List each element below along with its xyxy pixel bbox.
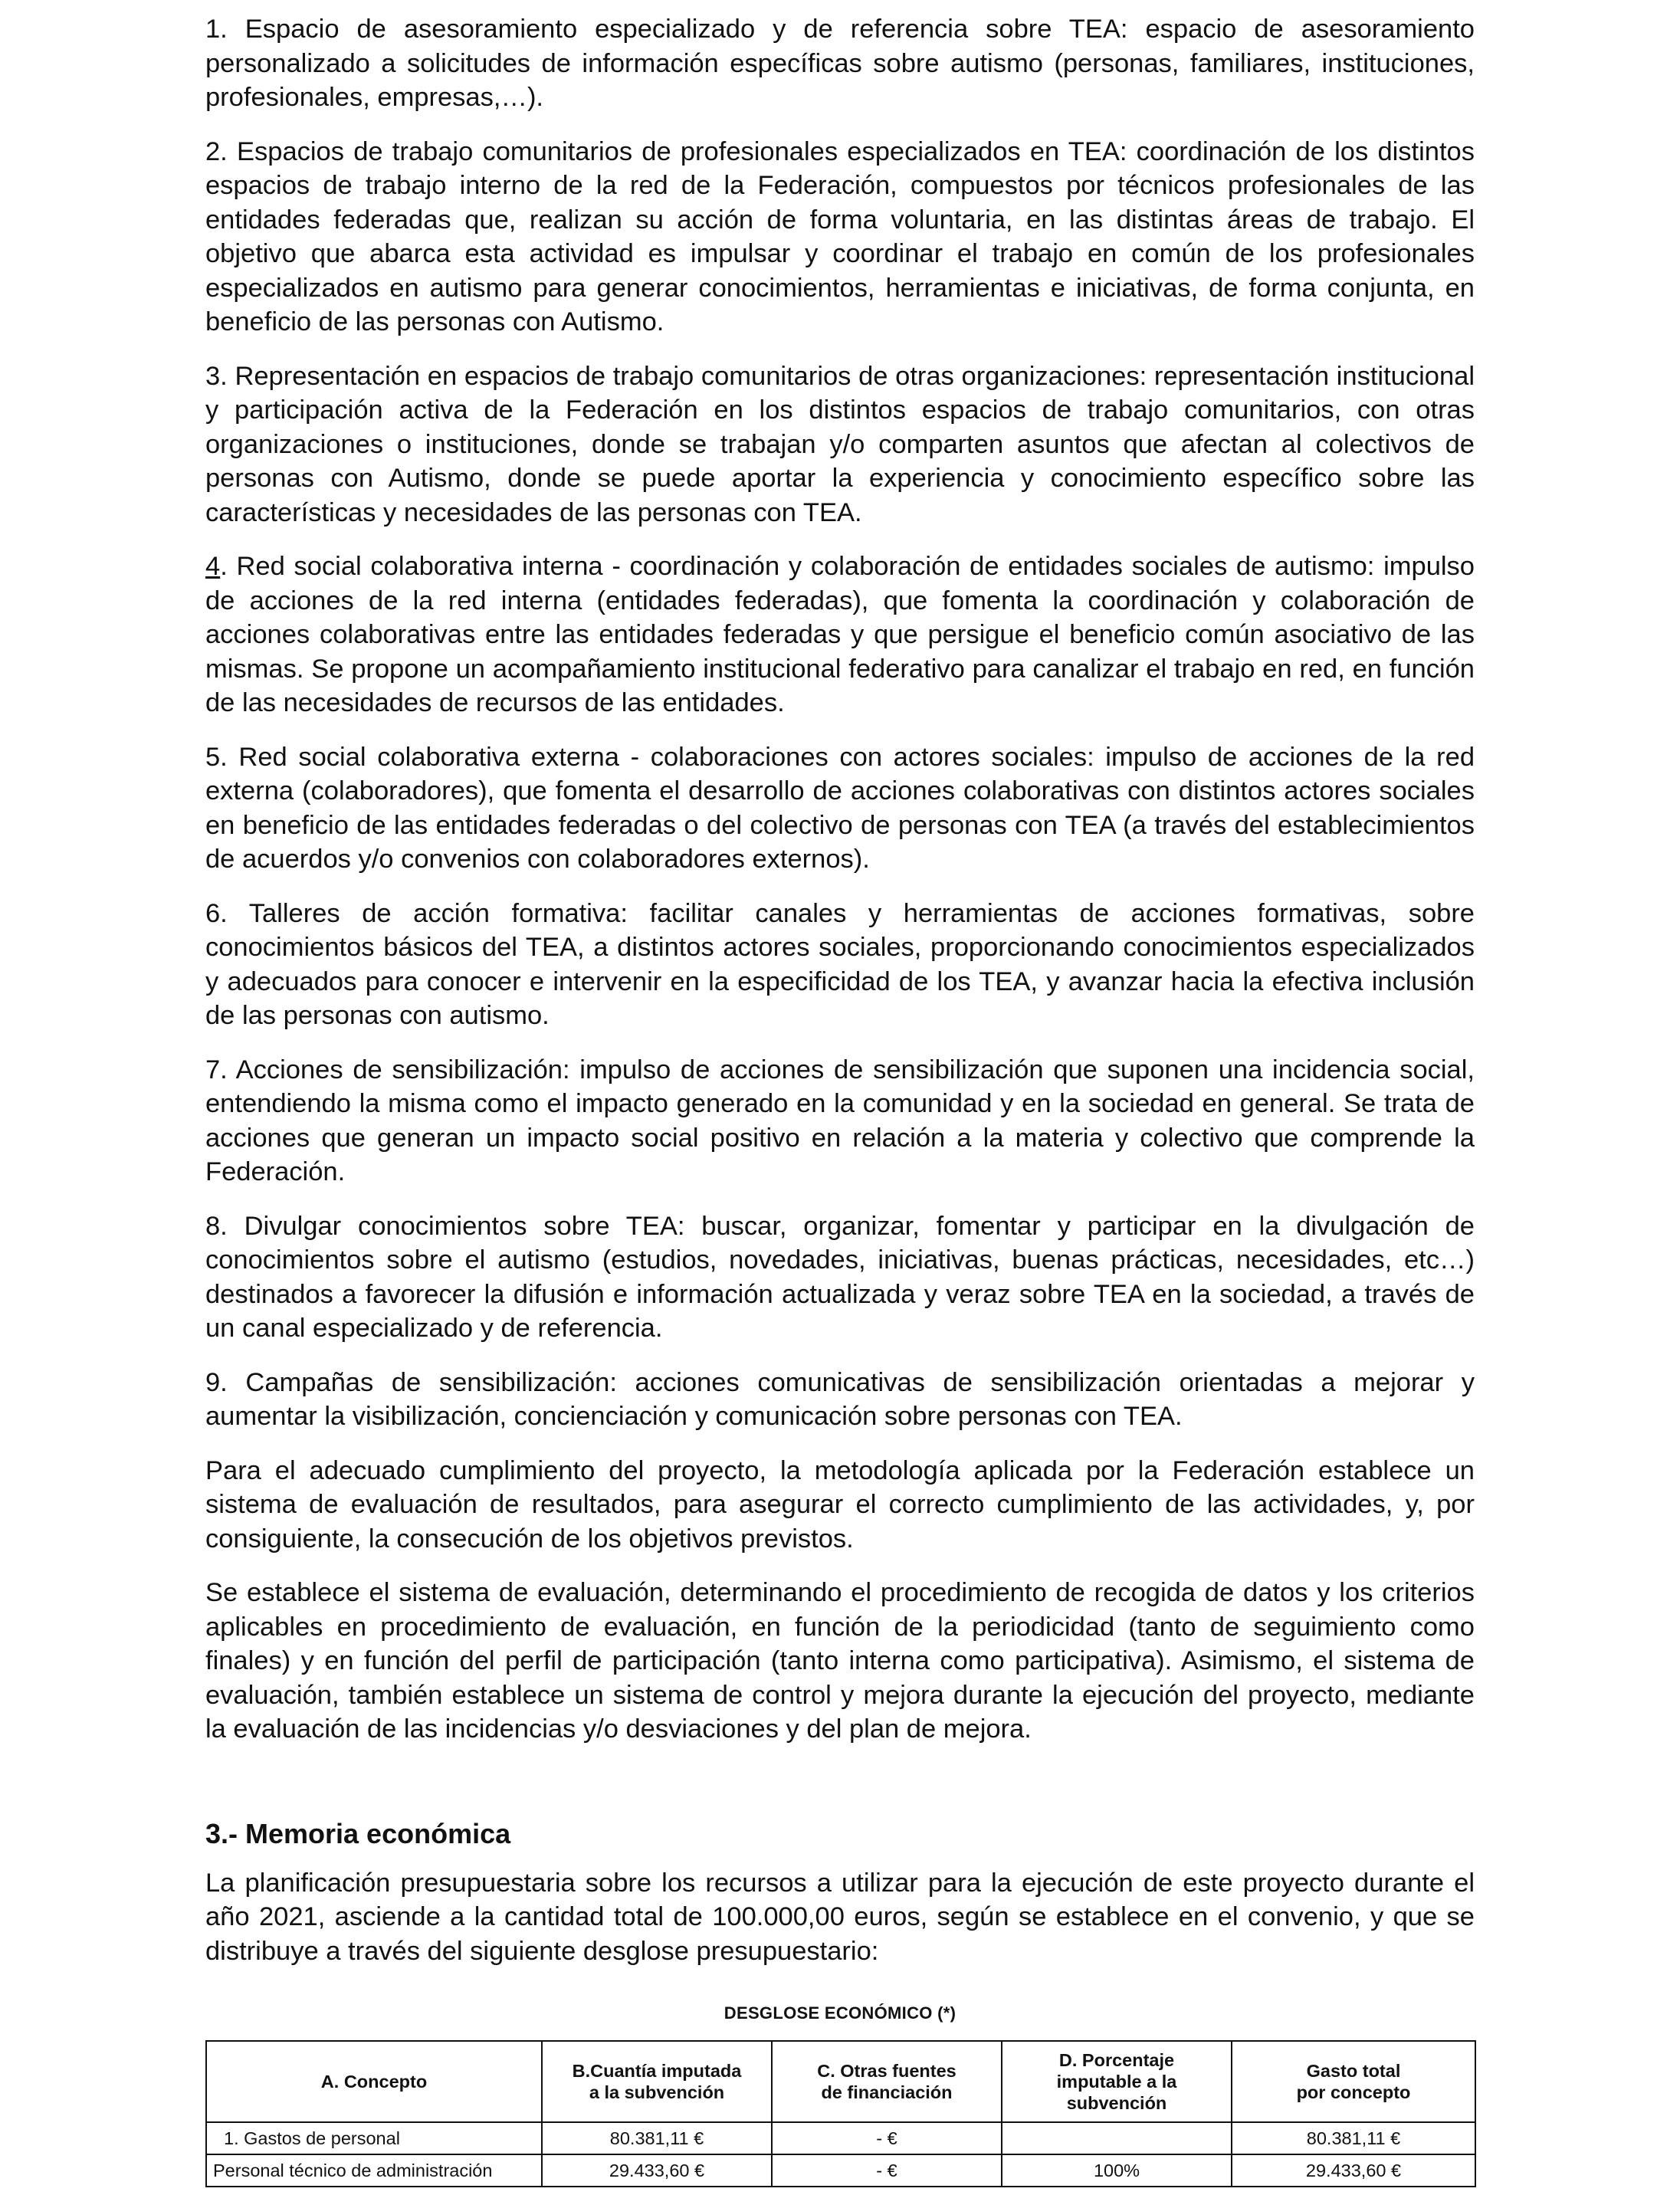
table-row [206, 2154, 1475, 2187]
cell-total: 80.381,11 € [1232, 2122, 1475, 2154]
header-other-sources: C. Otras fuentes de financiación [772, 2041, 1002, 2122]
header-subsidy: B.Cuantía imputada a la subvención [542, 2041, 772, 2122]
cell-subsidy: 29.433,60 € [542, 2154, 772, 2187]
paragraph-methodology: Para el adecuado cumplimiento del proyecto, la metodología aplicada por la Federación establece un sistema de evaluación de resultados, para asegurar el correcto cumplimiento de las actividades, y, por consiguiente, la consecución de los objetivos previstos. [205, 1455, 1475, 1554]
paragraph-activity-9: 9. Campañas de sensibilización: acciones comunicativas de sensibilización orientadas a mejorar y aumentar la visibilización, concienciación y comunicación sobre personas con TEA. [205, 1367, 1475, 1431]
paragraph-activity-5: 5. Red social colaborativa externa - colaboraciones con actores sociales: impulso de acciones de la red externa (colaboradores), que fomenta el desarrollo de acciones colaborativas con distintos actores sociales en beneficio de las entidades federadas o del colectivo de personas con TEA (a través del establecimientos de acuerdos y/o convenios con colaboradores externos). [205, 742, 1475, 874]
paragraph-evaluation: Se establece el sistema de evaluación, determinando el procedimiento de recogida de datos y los criterios aplicables en procedimiento de evaluación, en función de la periodicidad (tanto de seguimiento como finales) y en función del perfil de participación (tanto interna como participativa). Asimismo, el sistema de evaluación, también establece un sistema de control y mejora durante la ejecución del proyecto, mediante la evaluación de las incidencias y/o desviaciones y del plan de mejora. [205, 1578, 1475, 1744]
list-number: 7. [205, 1055, 228, 1084]
list-number: 9. [205, 1367, 228, 1397]
list-number: 5. [205, 742, 228, 772]
list-number: 4 [205, 552, 221, 581]
header-percent: D. Porcentaje imputable a la subvención [1002, 2041, 1232, 2122]
paragraph-activity-8: 8. Divulgar conocimientos sobre TEA: buscar, organizar, fomentar y participar en la divulgación de conocimientos sobre el autismo (estudios, novedades, iniciativas, buenas prácticas, necesidades, etc…) destinados a favorecer la difusión e información actualizada y veraz sobre TEA en la sociedad, a través de un canal especializado y de referencia. [205, 1211, 1475, 1343]
paragraph-activity-6: 6. Talleres de acción formativa: facilitar canales y herramientas de acciones formativas, sobre conocimientos básicos del TEA, a distintos actores sociales, proporcionando conocimientos especializados y adecuados para conocer e intervenir en la especificidad de los TEA, y avanzar hacia la efectiva inclusión de las personas con autismo. [205, 898, 1475, 1030]
budget-table [205, 2040, 1476, 2187]
cell-percent [1002, 2122, 1232, 2154]
paragraph-activity-3: 3. Representación en espacios de trabajo comunitarios de otras organizaciones: representación institucional y participación activa de la Federación en los distintos espacios de trabajo comunitarios, con otras organizaciones o instituciones, donde se trabajan y/o comparten asuntos que afectan al colectivos de personas con Autismo, donde se puede aportar la experiencia y conocimiento específico sobre las características y necesidades de las personas con TEA. [205, 361, 1475, 527]
cell-concept: Personal técnico de administración [206, 2154, 542, 2187]
document-page [205, 12, 1475, 2187]
cell-other: - € [772, 2154, 1002, 2187]
header-total: Gasto total por concepto [1232, 2041, 1475, 2122]
table-header-row [206, 2041, 1475, 2122]
activities-list [205, 12, 1475, 1434]
cell-subsidy: 80.381,11 € [542, 2122, 772, 2154]
paragraph-activity-4: 4. Red social colaborativa interna - coordinación y colaboración de entidades sociales de autismo: impulso de acciones de la red interna (entidades federadas), que fomenta la coordinación y colaboración de acciones colaborativas entre las entidades federadas y que persigue el beneficio común asociativo de las mismas. Se propone un acompañamiento institucional federativo para canalizar el trabajo en red, en función de las necesidades de recursos de las entidades. [205, 552, 1475, 717]
list-number: 2. [205, 136, 228, 166]
list-number: 3. [205, 361, 228, 391]
table-row [206, 2122, 1475, 2154]
section-heading: 3.- Memoria económica [205, 1817, 511, 1849]
header-concept: A. Concepto [206, 2041, 542, 2122]
paragraph-activity-7: 7. Acciones de sensibilización: impulso de acciones de sensibilización que suponen una incidencia social, entendiendo la misma como el impacto generado en la comunidad y en la sociedad en general. Se trata de acciones que generan un impacto social positivo en relación a la materia y colectivo que comprende la Federación. [205, 1055, 1475, 1186]
list-number: 8. [205, 1211, 228, 1241]
cell-concept: 1. Gastos de personal [206, 2122, 542, 2154]
cell-other: - € [772, 2122, 1002, 2154]
paragraph-activity-1: 1. Espacio de asesoramiento especializado y de referencia sobre TEA: espacio de asesoramiento personalizado a solicitudes de información específicas sobre autismo (personas, familiares, instituciones, profesionales, empresas,…). [205, 15, 1475, 112]
cell-total: 29.433,60 € [1232, 2154, 1475, 2187]
list-number: 6. [205, 898, 228, 928]
list-number: 1. [205, 15, 228, 44]
paragraph-activity-2: 2. Espacios de trabajo comunitarios de profesionales especializados en TEA: coordinación de los distintos espacios de trabajo interno de la red de la Federación, compuestos por técnicos profesionales de las entidades federadas que, realizan su acción de forma voluntaria, en las distintas áreas de trabajo. El objetivo que abarca esta actividad es impulsar y coordinar el trabajo en común de los profesionales especializados en autismo para generar conocimientos, herramientas e iniciativas, de forma conjunta, en beneficio de las personas con Autismo. [205, 136, 1475, 336]
section-intro: La planificación presupuestaria sobre los recursos a utilizar para la ejecución de este proyecto durante el año 2021, asciende a la cantidad total de 100.000,00 euros, según se establece en el convenio, y que se distribuye a través del siguiente desglose presupuestario: [205, 1868, 1475, 1966]
table-title: DESGLOSE ECONÓMICO (*) [724, 2003, 956, 2023]
cell-percent: 100% [1002, 2154, 1232, 2187]
